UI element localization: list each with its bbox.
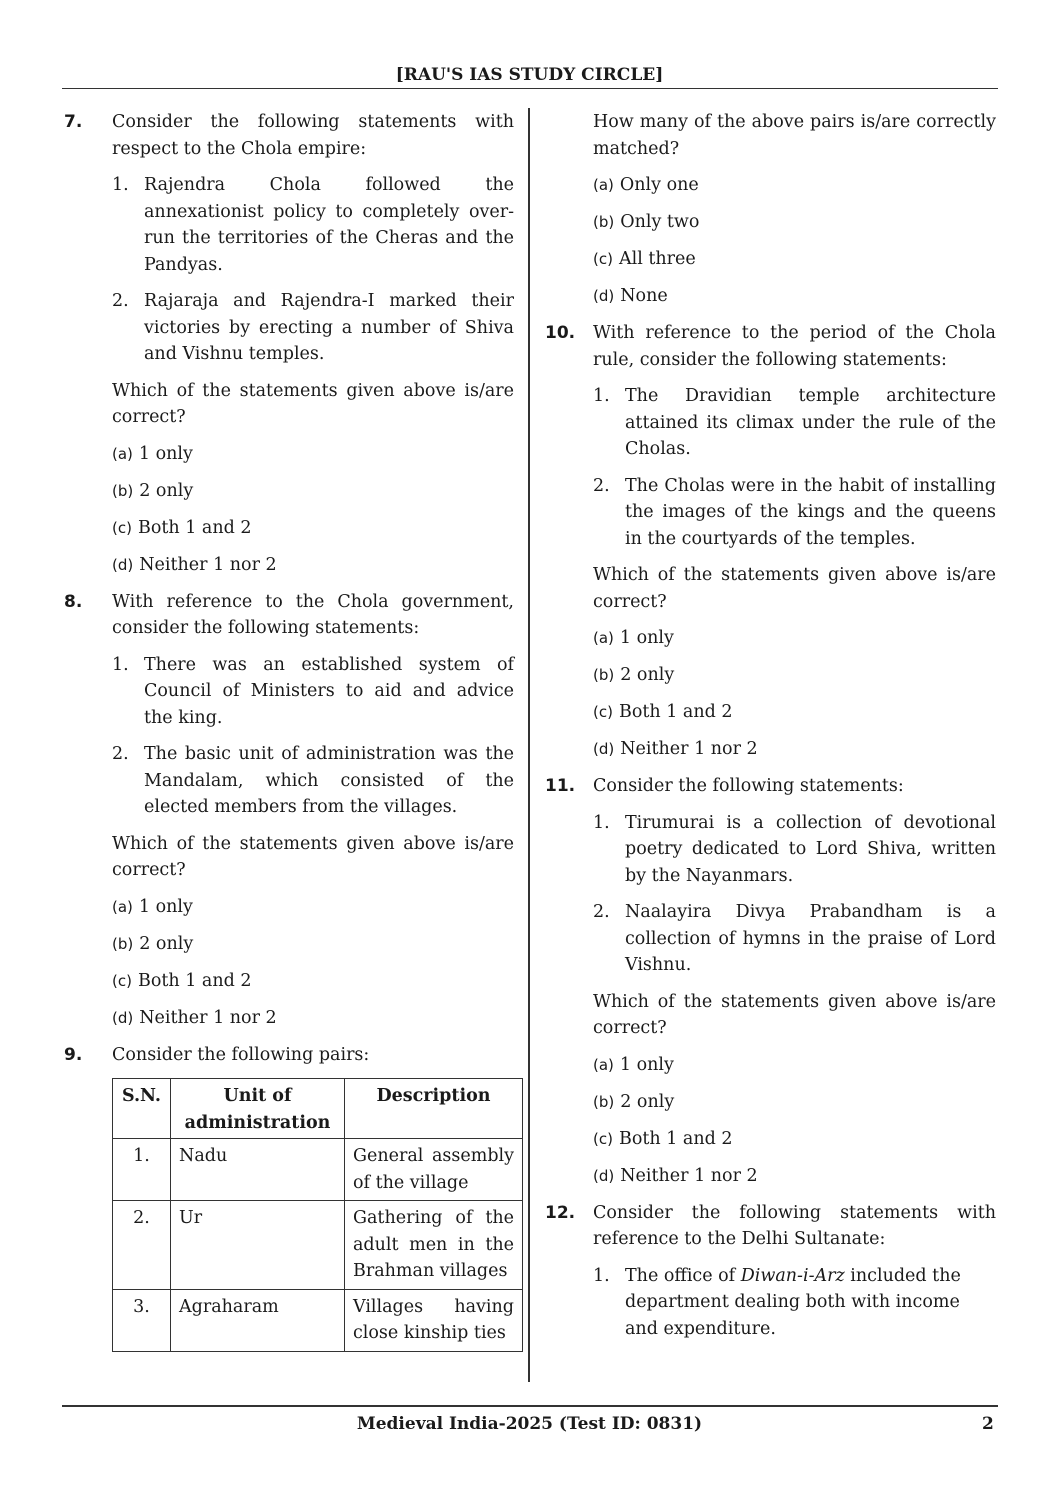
question-10 xyxy=(545,320,996,763)
statement-2 xyxy=(112,741,514,821)
statement-text: There was an established system of Council of Ministers to aid and advice the king. xyxy=(144,654,514,728)
table-cell: Gathering of the adult men in the Brahman villages xyxy=(345,1201,523,1290)
statement-term: Diwan-i-Arz xyxy=(740,1265,845,1286)
statement-text: Tirumurai is a collection of devotional poetry dedicated to Lord Shiva, written by the Nayanmars. xyxy=(625,812,996,886)
question-stem: Consider the following statements: xyxy=(593,776,904,796)
question-number: 8. xyxy=(64,591,83,612)
pairs-table xyxy=(112,1078,523,1352)
question-number: 12. xyxy=(545,1202,576,1223)
option-c: (c) Both 1 and 2 xyxy=(593,1128,733,1149)
question-prompt: How many of the above pairs is/are correctly matched? xyxy=(593,112,996,159)
statement-number: 1. xyxy=(112,654,129,675)
table-cell: 3. xyxy=(113,1289,171,1351)
statement-text: The Cholas were in the habit of installing the images of the kings and the queens in the courtyards of the temples. xyxy=(625,475,996,549)
question-11 xyxy=(545,773,996,1189)
question-8 xyxy=(64,589,514,1032)
statements xyxy=(112,652,514,821)
table-header: S.N. xyxy=(113,1079,171,1139)
statements xyxy=(593,383,996,552)
statements xyxy=(593,1263,996,1343)
statement-1 xyxy=(593,810,996,890)
question-7 xyxy=(64,109,514,578)
question-stem: Consider the following pairs: xyxy=(112,1044,370,1065)
statement-2 xyxy=(593,899,996,979)
table-cell: Ur xyxy=(171,1201,345,1290)
statement-text-post: included the department dealing both with income and expenditure. xyxy=(625,1265,961,1339)
column-divider xyxy=(528,108,530,1382)
page-header: [RAU'S IAS STUDY CIRCLE] xyxy=(395,65,664,85)
option-b: (b) 2 only xyxy=(593,1091,675,1112)
option-d: (d) Neither 1 nor 2 xyxy=(593,1165,758,1186)
left-column xyxy=(64,109,514,1352)
statement-text: Rajaraja and Rajendra-I marked their victories by erecting a number of Shiva and Vishnu temples. xyxy=(144,291,514,364)
statements xyxy=(112,172,514,368)
statement-number: 1. xyxy=(593,1265,610,1286)
statement-number: 2. xyxy=(593,475,610,496)
statement-text: Rajendra Chola followed the annexationist policy to completely over-run the territories of the Cheras and the Pandyas. xyxy=(144,175,514,275)
question-number: 7. xyxy=(64,112,83,132)
option-a: (a) 1 only xyxy=(593,1054,674,1075)
table-header: Description xyxy=(345,1079,523,1139)
option-a: (a) 1 only xyxy=(593,628,674,648)
table-row xyxy=(113,1201,523,1290)
option-d: (d) Neither 1 nor 2 xyxy=(112,1007,277,1028)
question-9-continued xyxy=(545,109,996,310)
option-d: (d) Neither 1 nor 2 xyxy=(593,739,758,759)
question-prompt: Which of the statements given above is/are correct? xyxy=(112,380,514,427)
option-a: (a) Only one xyxy=(593,175,699,195)
statement-text: Naalayira Divya Prabandham is a collection of hymns in the praise of Lord Vishnu. xyxy=(625,902,996,975)
option-c: (c) All three xyxy=(593,249,696,269)
option-c: (c) Both 1 and 2 xyxy=(593,702,733,722)
statements xyxy=(593,810,996,979)
statement-number: 2. xyxy=(112,744,129,764)
option-d: (d) None xyxy=(593,286,668,306)
statement-text-pre: The office of xyxy=(625,1265,736,1286)
table-cell: Nadu xyxy=(171,1139,345,1201)
question-stem: With reference to the Chola government, consider the following statements: xyxy=(112,591,514,638)
question-number: 9. xyxy=(64,1044,83,1065)
table-cell: Agraharam xyxy=(171,1289,345,1351)
question-stem: Consider the following statements with reference to the Delhi Sultanate: xyxy=(593,1202,996,1249)
question-prompt: Which of the statements given above is/are correct? xyxy=(112,833,514,880)
question-12 xyxy=(545,1200,996,1343)
table-cell: General assembly of the village xyxy=(345,1139,523,1201)
question-number: 11. xyxy=(545,776,576,796)
statement-1 xyxy=(593,1263,996,1343)
statement-text: The basic unit of administration was the Mandalam, which consisted of the elected members from the villages. xyxy=(144,744,514,817)
option-a: (a) 1 only xyxy=(112,443,193,464)
statement-number: 2. xyxy=(593,902,610,922)
option-b: (b) 2 only xyxy=(112,480,194,501)
statement-text: The Dravidian temple architecture attained its climax under the rule of the Cholas. xyxy=(625,386,996,459)
option-c: (c) Both 1 and 2 xyxy=(112,517,252,538)
option-a: (a) 1 only xyxy=(112,896,193,917)
table-cell: Villages having close kinship ties xyxy=(345,1289,523,1351)
question-stem: Consider the following statements with respect to the Chola empire: xyxy=(112,112,514,159)
statement-number: 1. xyxy=(593,812,610,833)
table-row xyxy=(113,1289,523,1351)
question-9 xyxy=(64,1042,514,1352)
option-c: (c) Both 1 and 2 xyxy=(112,970,252,991)
question-prompt: Which of the statements given above is/are correct? xyxy=(593,991,996,1038)
statement-number: 1. xyxy=(593,386,610,406)
header-rule xyxy=(62,88,998,89)
page-number: 2 xyxy=(982,1414,994,1434)
statement-1 xyxy=(112,652,514,732)
statement-1 xyxy=(112,172,514,278)
statement-2 xyxy=(112,288,514,368)
question-number: 10. xyxy=(545,323,576,343)
page-footer: Medieval India-2025 (Test ID: 0831) xyxy=(356,1414,703,1434)
option-b: (b) 2 only xyxy=(112,933,194,954)
statement-2 xyxy=(593,473,996,553)
right-column xyxy=(545,109,996,1352)
statement-number: 1. xyxy=(112,175,129,195)
table-row xyxy=(113,1139,523,1201)
footer-rule xyxy=(62,1405,998,1407)
option-b: (b) 2 only xyxy=(593,665,675,685)
question-prompt: Which of the statements given above is/are correct? xyxy=(593,565,996,612)
option-d: (d) Neither 1 nor 2 xyxy=(112,554,277,575)
table-header: Unit of administration xyxy=(171,1079,345,1139)
question-stem: With reference to the period of the Chola rule, consider the following statements: xyxy=(593,323,996,370)
option-b: (b) Only two xyxy=(593,212,700,232)
table-cell: 1. xyxy=(113,1139,171,1201)
statement-number: 2. xyxy=(112,291,129,311)
table-cell: 2. xyxy=(113,1201,171,1290)
statement-1 xyxy=(593,383,996,463)
table-header-row xyxy=(113,1079,523,1139)
